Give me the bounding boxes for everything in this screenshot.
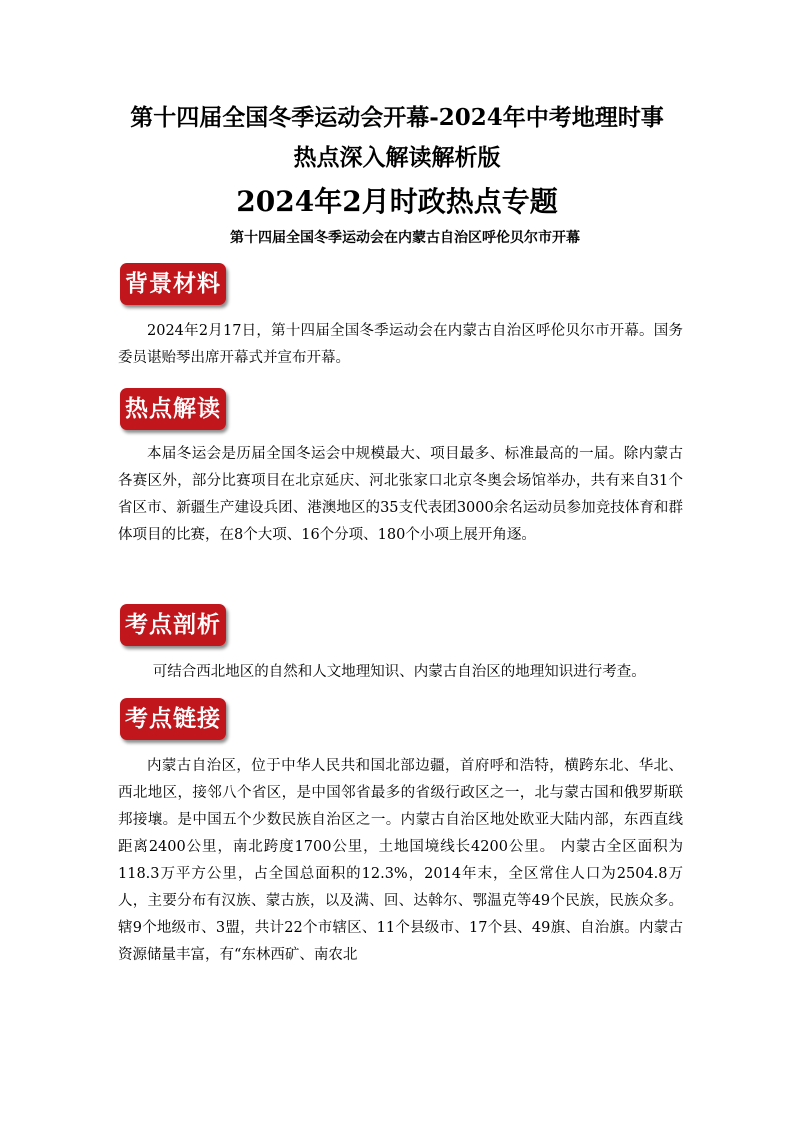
section-text-background-material: 2024年2月17日，第十四届全国冬季运动会在内蒙古自治区呼伦贝尔市开幕。国务委员谌贻琴出席开幕式并宣布开幕。 [118,323,683,366]
section-badge-exam-point-links: 考点链接 [120,698,226,740]
section-text-exam-point-links: 内蒙古自治区，位于中华人民共和国北部边疆，首府呼和浩特，横跨东北、华北、西北地区，接邻八个省区，是中国邻省最多的省级行政区之一，北与蒙古国和俄罗斯联邦接壤。是中国五个少数民族自治区之一。内蒙古自治区地处欧亚大陆内部，东西直线距离2400公里，南北跨度1700公里，土地国境线长4200公里。 内蒙古全区面积为118.3万平方公里，占全国总面积的12.3%，2014年末，全区常住人口为2504.8万人，主要分布有汉族、蒙古族，以及满、回、达斡尔、鄂温克等49个民族，民族众多。辖9个地级市、3盟，共计22个市辖区、11个县级市、17个县、49旗、自治旗。内蒙古资源储量丰富，有“东林西矿、南农北 [118,758,683,963]
section-badge-exam-point-analysis: 考点剖析 [120,604,226,646]
subtitle: 第十四届全国冬季运动会在内蒙古自治区呼伦贝尔市开幕 [230,230,580,246]
main-title: 2024年2月时政热点专题 [236,185,558,218]
section-text-exam-point-analysis: 可结合西北地区的自然和人文地理知识、内蒙古自治区的地理知识进行考查。 [152,664,646,680]
document-title-line-1: 第十四届全国冬季运动会开幕-2024年中考地理时事 [130,104,664,131]
section-badge-hot-topic-interpretation: 热点解读 [120,388,226,430]
section-text-hot-topic-interpretation: 本届冬运会是历届全国冬运会中规模最大、项目最多、标准最高的一届。除内蒙古各赛区外，部分比赛项目在北京延庆、河北张家口北京冬奥会场馆举办，共有来自31个省区市、新疆生产建设兵团、港澳地区的35支代表团3000余名运动员参加竞技体育和群体项目的比赛，在8个大项、16个分项、180个小项上展开角逐。 [118,446,683,543]
document-title-line-2: 热点深入解读解析版 [293,144,501,171]
section-badge-background-material: 背景材料 [120,263,226,305]
